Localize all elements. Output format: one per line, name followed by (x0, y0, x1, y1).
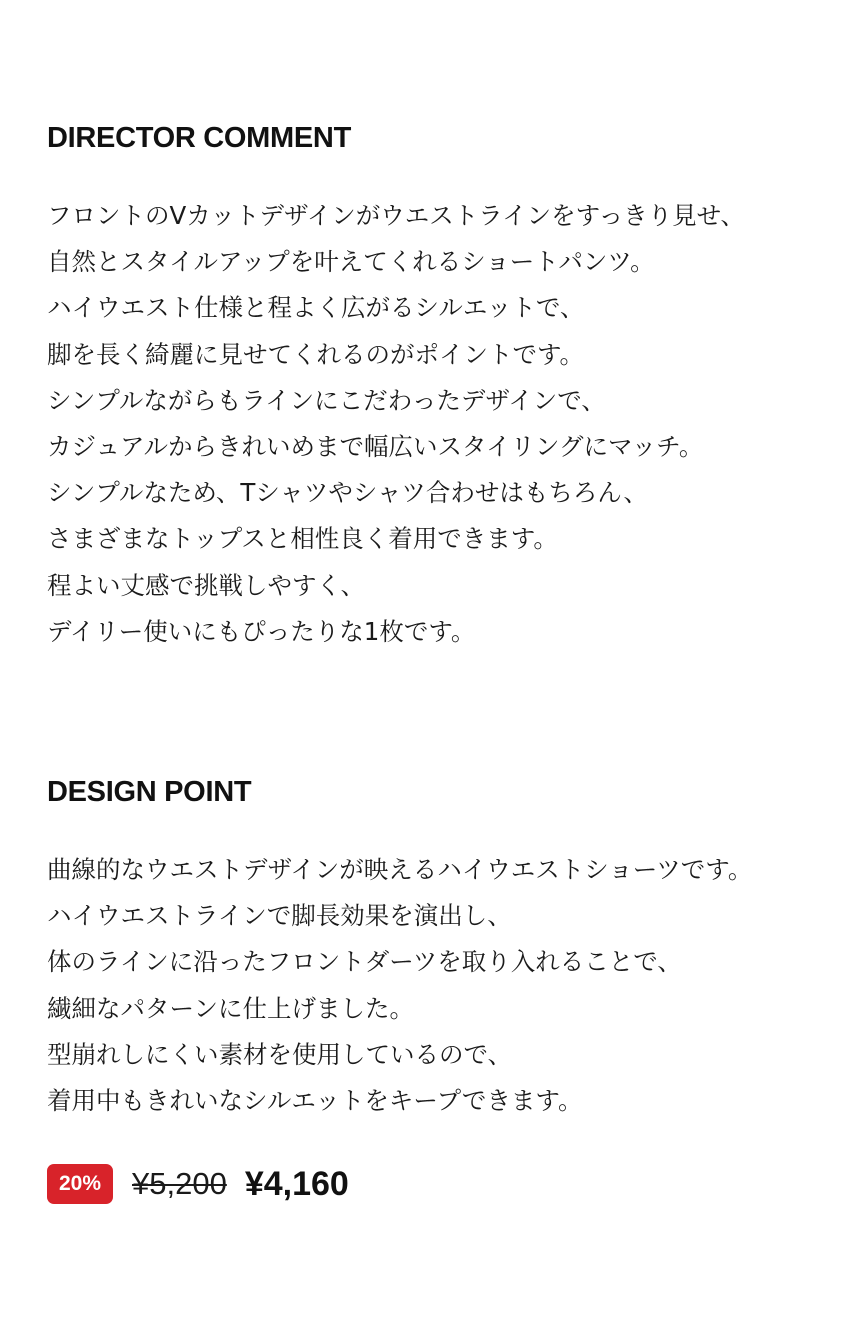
director-comment-line: フロントのVカットデザインがウエストラインをすっきり見せ、 (47, 201, 745, 230)
director-comment-line: シンプルながらもラインにこだわったデザインで、 (47, 385, 606, 415)
original-price: ¥5,200 (132, 1166, 227, 1201)
director-comment-line: カジュアルからきれいめまで幅広いスタイリングにマッチ。 (47, 431, 704, 461)
director-comment-line: ハイウエスト仕様と程よく広がるシルエットで、 (47, 293, 585, 323)
director-comment-title: DIRECTOR COMMENT (47, 122, 351, 154)
design-point-line: 体のラインに沿ったフロントダーツを取り入れることで、 (47, 947, 682, 977)
director-comment-line: さまざまなトップスと相性良く着用できます。 (47, 524, 558, 554)
director-comment-body (47, 193, 745, 655)
director-comment-line: シンプルなため、Tシャツやシャツ合わせはもちろん、 (47, 478, 648, 508)
price-row (47, 1162, 349, 1206)
discount-badge: 20% (47, 1164, 113, 1204)
design-point-title: DESIGN POINT (47, 776, 252, 808)
design-point-line: 繊細なパターンに仕上げました。 (47, 993, 415, 1023)
design-point-line: 型崩れしにくい素材を使用しているので、 (47, 1039, 513, 1069)
director-comment-line: 自然とスタイルアップを叶えてくれるショートパンツ。 (47, 247, 655, 277)
design-point-line: 着用中もきれいなシルエットをキープできます。 (47, 1085, 583, 1115)
director-comment-line: 脚を長く綺麗に見せてくれるのがポイントです。 (47, 339, 585, 369)
design-point-body (47, 847, 752, 1124)
director-comment-line: 程よい丈感で挑戦しやすく、 (47, 570, 366, 600)
director-comment-line: デイリー使いにもぴったりな1枚です。 (47, 616, 476, 646)
sale-price: ¥4,160 (244, 1164, 349, 1203)
design-point-line: ハイウエストラインで脚長効果を演出し、 (47, 901, 512, 931)
design-point-line: 曲線的なウエストデザインが映えるハイウエストショーツです。 (47, 855, 753, 884)
